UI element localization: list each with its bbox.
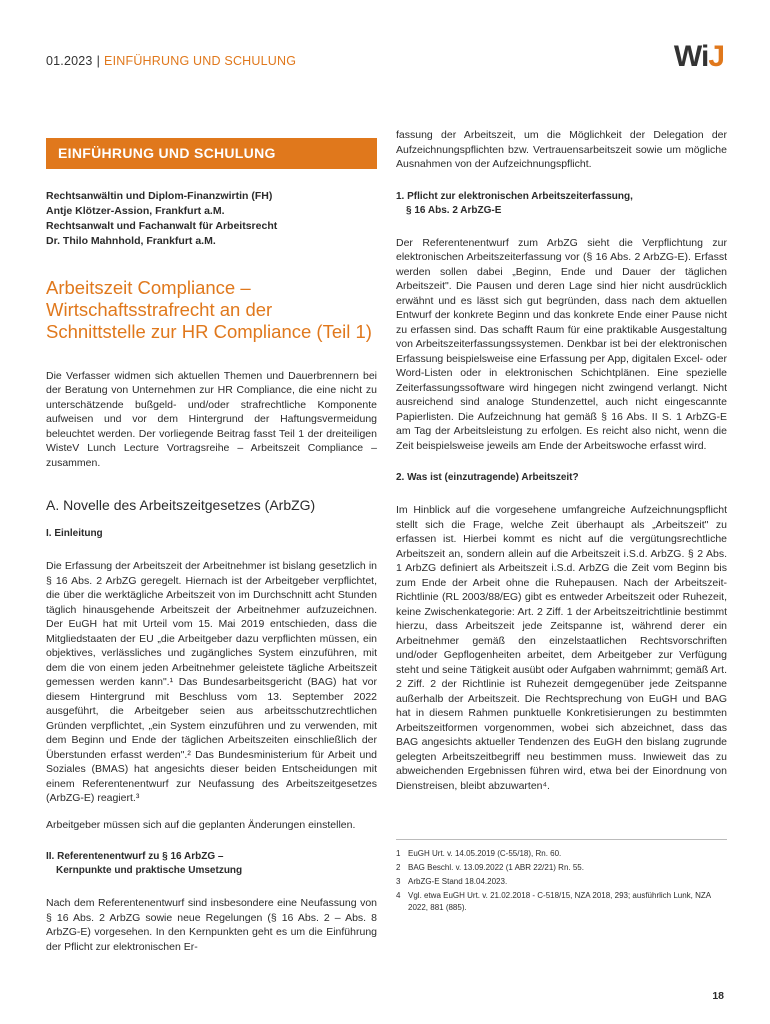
paragraph: Der Referentenentwurf zum ArbZG sieht die Verpflichtung zur elektronischen Arbeitszeiterfassung vor (§ 16 Abs. 2 ArbZG-E). Erfasst werden sollen dabei „Beginn, Ende und Dauer der täglichen Arbeitszeit". Die Pausen und deren Lage sind hier nicht ausdrücklich erwähnt und es lässt sich gut begründen, dass nach dem aktuellen Entwurf der konkrete Beginn und das konkrete Ende einer Pause nicht zu erfassen sind. Das schafft Raum für eine praktikable Ausgestaltung von Arbeitszeiterfassungssystemen. Denkbar ist bei der elektronischen Erfassung beispielsweise eine Erfassung per App, digitalen Excel- oder Word-Listen oder in elektronischen Schichtplänen. Eine spezielle Zeiterfassungssoftware wird hingegen nicht zwingend verlangt. Nicht ausreichend sind analoge Stundenzettel, auch nicht eingescannte Papierlisten. Die Aufzeichnung hat gemäß § 16 Abs. II S. 1 ArbZG-E am Tag der Arbeitsleistung zu erfolgen. Es reicht also nicht, wenn die Zeit beispielsweise jeweils am Ende der Arbeitswoche erfasst wird. — [396, 236, 727, 452]
right-column — [396, 128, 727, 916]
author-line: Dr. Thilo Mahnhold, Frankfurt a.M. — [46, 234, 216, 247]
paragraph: Arbeitgeber müssen sich auf die geplanten Änderungen einstellen. — [46, 818, 356, 831]
footnote: 3 ArbZG-E Stand 18.04.2023. — [396, 877, 508, 886]
paragraph: Die Erfassung der Arbeitszeit der Arbeitnehmer ist bislang gesetzlich in § 16 Abs. 2 ArbZG geregelt. Hiernach ist der Arbeitgeber verpflichtet, die über die werktägliche Arbeitszeit von im Durchschnitt acht Stunden täglich hinausgehende Arbeitszeit der Arbeitnehmer aufzuzeichnen. Der EuGH hat mit Urteil vom 15. Mai 2019 entschieden, dass die Mitgliedstaaten der EU „die Arbeitgeber dazu verpflichten müssen, ein objektives, verlässliches und zugängliches System einzuführen, mit dem die von einem jeden Arbeitnehmer geleistete tägliche Arbeitszeit gemessen werden kann".¹ Das Bundesarbeitsgericht (BAG) hat vor diesem Hintergrund mit Beschluss vom 13. September 2022 ausgeführt, die Arbeitgeber seien aus arbeitsschutzrechtlichen Gründen verpflichtet, „ein System einzuführen und zu verwenden, mit dem Beginn und Ende der täglichen Arbeitszeiten einschließlich der Überstunden erfasst werden".² Das Bundesministerium für Arbeit und Soziales (BMAS) hat angesichts dieser beiden Entscheidungen mit einem Referentenentwurf zur Neufassung des Arbeitszeitgesetzes (ArbZG-E) reagiert.³ — [46, 560, 377, 804]
intro-paragraph: Die Verfasser widmen sich aktuellen Themen und Dauerbrennern bei der Beratung von Unternehmen zur HR Compliance, die eine nicht zu unterschätzende bußgeld- und/oder strafrechtliche Komponente aufweisen und vor dem Hintergrund der Haftungsvermeidung beleuchtet werden. Der vorliegende Beitrag fasst Teil 1 der dreiteiligen WisteV Lunch Lecture Vortragsreihe – Arbeitszeit Compliance – zusammen. — [46, 369, 377, 469]
wij-logo: WiJ — [673, 40, 724, 73]
author-block — [46, 189, 377, 249]
paragraph: fassung der Arbeitszeit, um die Möglichkeit der Delegation der Aufzeichnungspflichten bzw. Vertrauensarbeitszeit sowie um mögliche Ausnahmen von der Aufzeichnungspflicht. — [396, 129, 727, 170]
paragraph: Im Hinblick auf die vorgesehene umfangreiche Aufzeichnungspflicht stellt sich die Frage, welche Zeit überhaupt als „Arbeitszeit" zu erfassen ist. Hierbei kommt es nicht auf die vergütungsrechtliche Arbeitszeit an, sondern allein auf die Arbeitszeit i.S.d. ArbZG. § 2 Abs. 1 ArbZG definiert als Arbeitszeit i.S.d. ArbZG die Zeit vom Beginn bis zum Ende der Arbeit ohne die Ruhepausen. Nach der Arbeitszeit-Richtlinie (RL 2003/88/EG) gibt es entweder Arbeitszeit oder Ruhezeit, keine Zwischenkategorie: Art. 2 Ziff. 1 der Arbeitszeitrichtlinie bestimmt hierzu, dass Arbeitszeit jede Zeitspanne ist, während derer ein Arbeitnehmer gemäß den einzelstaatlichen Rechtsvorschriften und/oder Gepflogenheiten arbeitet, dem Arbeitgeber zur Verfügung steht und seine Tätigkeit ausübt oder Aufgaben wahrnimmt; gemäß Art. 2 Ziff. 2 der Richtlinie ist Ruhezeit demgegenüber jede Zeitspanne außerhalb der Arbeitszeit. Die Rechtsprechung von EuGH und BAG hat in diesem Rahmen punktuelle Konkretisierungen zu bestimmten Arbeitszeitformen vorgenommen, wobei sich abzeichnet, dass das BAG angesichts aktueller Tendenzen des EuGH den bislang zugrunde gelegten Arbeitszeitbegriff neu bestimmen muss. Inwieweit das zu abweichenden Ergebnissen führen wird, etwa bei der Einordnung von Dienstreisen, bleibt abzuwarten⁴. — [396, 504, 727, 792]
footnote: 1 EuGH Urt. v. 14.05.2019 (C-55/18), Rn. 60. — [396, 849, 562, 858]
left-column — [46, 128, 377, 954]
author-line: Rechtsanwältin und Diplom-Finanzwirtin (FH) — [46, 189, 273, 202]
subheading-referentenentwurf: II. Referentenentwurf zu § 16 ArbZG – Kernpunkte und praktische Umsetzung — [46, 851, 243, 876]
footnotes — [396, 839, 727, 914]
running-header — [46, 54, 296, 68]
paragraph: Nach dem Referentenentwurf sind insbesondere eine Neufassung von § 16 Abs. 2 ArbZG sowie neue Regelungen (§ 16 Abs. 2 – Abs. 8 ArbZG-E) vorgesehen. In den Kernpunkten geht es um die Einführung der Pflicht zur elektronischen Er- — [46, 897, 377, 953]
section-banner: EINFÜHRUNG UND SCHULUNG — [46, 138, 377, 169]
subheading-einleitung: I. Einleitung — [46, 527, 103, 539]
page-number: 18 — [712, 990, 724, 1002]
subheading-pflicht: 1. Pflicht zur elektronischen Arbeitszeiterfassung, § 16 Abs. 2 ArbZG-E — [396, 190, 633, 216]
header-section: EINFÜHRUNG UND SCHULUNG — [104, 54, 297, 68]
issue-date: 01.2023 — [46, 54, 93, 68]
subheading-arbeitszeit: 2. Was ist (einzutragende) Arbeitszeit? — [396, 472, 579, 483]
article-title: Arbeitszeit Compliance – Wirtschaftsstrafrecht an der Schnittstelle zur HR Compliance (Teil 1) — [46, 276, 372, 342]
author-line: Rechtsanwalt und Fachanwalt für Arbeitsrecht — [46, 219, 278, 232]
header-separator: | — [96, 54, 101, 68]
footnote: 4 Vgl. etwa EuGH Urt. v. 21.02.2018 - C-518/15, NZA 2018, 293; ausführlich Lunk, NZA 2022, 881 (885). — [396, 891, 711, 912]
author-line: Antje Klötzer-Assion, Frankfurt a.M. — [46, 204, 225, 217]
footnote: 2 BAG Beschl. v. 13.09.2022 (1 ABR 22/21) Rn. 55. — [396, 863, 584, 872]
section-heading-a: A. Novelle des Arbeitszeitgesetzes (ArbZG) — [46, 497, 316, 513]
